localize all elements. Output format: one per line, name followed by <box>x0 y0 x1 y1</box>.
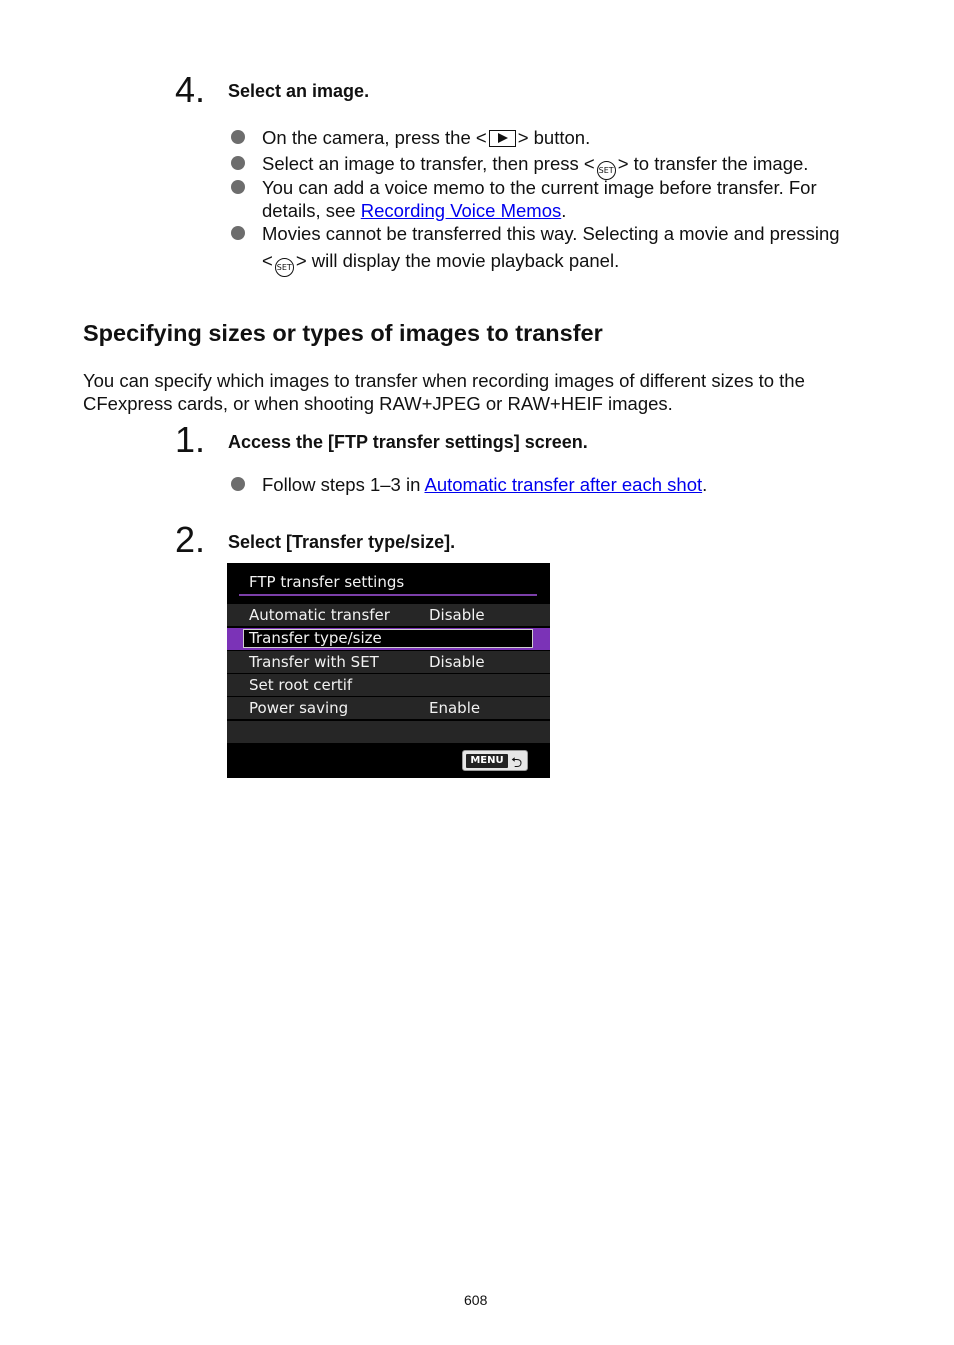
menu-row-label: Transfer type/size <box>249 629 382 647</box>
playback-button-icon <box>489 130 516 147</box>
bullet-text: > to transfer the image. <box>617 153 809 174</box>
menu-row-label: Automatic transfer <box>249 606 390 624</box>
bullet-text: > button. <box>517 127 591 148</box>
menu-row-set-root-certif[interactable] <box>227 674 550 696</box>
menu-row-label: Transfer with SET <box>249 653 379 671</box>
bullet-text: details, see <box>262 200 361 221</box>
bullet-text: Movies cannot be transferred this way. Selecting a movie and pressing <box>262 223 840 244</box>
page-number: 608 <box>464 1292 488 1308</box>
list-item <box>262 222 840 277</box>
bullet-text-line <box>262 199 817 222</box>
bullet-text: . <box>561 200 567 221</box>
menu-row-automatic-transfer[interactable] <box>227 604 550 626</box>
list-item <box>262 176 817 222</box>
camera-screen <box>227 563 550 778</box>
bullet-text-line <box>262 249 840 277</box>
bullet-text: You can add a voice memo to the current image before transfer. For <box>262 177 817 198</box>
menu-label: MENU <box>466 754 508 768</box>
intro-line: You can specify which images to transfer when recording images of different sizes to the <box>83 370 805 391</box>
bullet-text: Follow steps 1–3 in <box>262 474 425 495</box>
bullet-dot <box>231 156 245 170</box>
menu-row-power-saving[interactable] <box>227 697 550 719</box>
list-item <box>262 126 590 149</box>
menu-back-button[interactable] <box>462 750 528 771</box>
section-intro <box>83 369 805 415</box>
menu-row-value: Disable <box>429 653 485 671</box>
step-title-2: Select [Transfer type/size]. <box>228 532 456 552</box>
camera-screen-title: FTP transfer settings <box>249 573 405 591</box>
menu-row-transfer-type-size[interactable] <box>227 628 550 650</box>
bullet-text: Select an image to transfer, then press < <box>262 153 595 174</box>
set-button-icon: SET <box>275 258 294 277</box>
bullet-text: > will display the movie playback panel. <box>295 250 620 271</box>
automatic-transfer-link[interactable]: Automatic transfer after each shot <box>424 474 703 495</box>
section-heading: Specifying sizes or types of images to transfer <box>83 320 603 346</box>
list-item <box>262 473 707 496</box>
menu-row-value: Disable <box>429 606 485 624</box>
bullet-dot <box>231 226 245 240</box>
step-title-4: Select an image. <box>228 81 370 101</box>
bullet-dot <box>231 477 245 491</box>
step-number-2: 2. <box>175 519 206 560</box>
return-arrow-icon: ⮌ <box>511 755 523 771</box>
bullet-dot <box>231 130 245 144</box>
menu-row-empty <box>227 721 550 743</box>
menu-row-value: Enable <box>429 699 481 717</box>
recording-voice-memos-link[interactable]: Recording Voice Memos <box>360 200 562 221</box>
step-number-4: 4. <box>175 69 206 110</box>
intro-line: CFexpress cards, or when shooting RAW+JPEG or RAW+HEIF images. <box>83 393 673 414</box>
set-button-icon: SET <box>597 161 616 180</box>
bullet-text: < <box>262 250 273 271</box>
title-divider <box>239 594 537 596</box>
menu-row-transfer-with-set[interactable] <box>227 651 550 673</box>
step-title-1: Access the [FTP transfer settings] screen. <box>228 432 588 452</box>
bullet-dot <box>231 180 245 194</box>
menu-row-label: Power saving <box>249 699 349 717</box>
bullet-text: . <box>702 474 708 495</box>
bullet-text: On the camera, press the < <box>262 127 487 148</box>
step-number-1: 1. <box>175 419 206 460</box>
menu-row-label: Set root certif <box>249 676 353 694</box>
